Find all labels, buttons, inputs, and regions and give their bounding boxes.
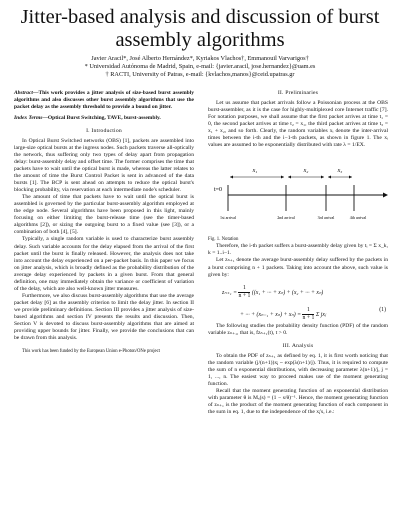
fraction (238, 285, 250, 300)
paragraph: In Optical Burst Switched networks (OBS) [1], packets are assembled into large-size optical bursts at the ingress nodes. Such packets traverse all-optically the network, thus suffering only two types of delay apart from propagation delay: burst-assembly delay and offset time. The former comprises the time that packets have to wait until the optical burst is made, whereas the latter relates to the amount of time the Burst Control Packet is sent in advanced of the data bursts [1]. The BCP is sent ahead on attempts to reduce the optical burst's blocking probability, via reservation at each intermediate node's scheduler. (14, 137, 194, 194)
equation-1 (208, 279, 388, 323)
paragraph: The amount of time that packets have to wait until the optical burst is assembled is governed by the particular burst-assembly algorithm employed at the edge node. Several algorithms have been proposed in this light, mainly focusing on either limiting the burst-release time (see the timer-based algorithms [2]), or sizing the outgoing burst to a fixed value (see [3]), or a combination of both [4], [5]. (14, 194, 194, 236)
paragraph: Let zₙ₊₁ denote the average burst-assembly delay suffered by the packets in a burst comprising n + 1 packets. Taking into account the above, such value is given by: (208, 257, 388, 278)
section-heading-analysis: III. Analysis (282, 342, 314, 349)
paragraph: The following studies the probability density function (PDF) of the random variable zₙ₊₁, that is, fzₙ₊₁(t), t > 0. (208, 322, 388, 336)
arrival-label: 4th arrival (349, 215, 367, 221)
author-block (20, 55, 380, 80)
equation-terms: + ··· + (xₙ₋₁ + xₙ) + xₙ) = (240, 311, 302, 318)
equation-lhs: zₙ₊₁ = (222, 289, 238, 296)
section-heading-preliminaries: II. Preliminaries (277, 90, 319, 96)
notation-diagram (208, 151, 388, 231)
arrowhead (230, 176, 233, 179)
index-terms-text: —Optical Burst Switching, TAVE, burst-assembly. (42, 114, 161, 121)
paper-title: Jitter-based analysis and discussion of burst assembly algorithms (20, 6, 380, 51)
arrival-label: 1st arrival (219, 215, 237, 221)
fraction-numerator: 1 (302, 307, 314, 315)
arrowhead (321, 176, 324, 179)
abstract (14, 90, 194, 111)
equation-number: (1) (379, 306, 386, 313)
interval-label: x₃ (337, 168, 343, 175)
right-column (208, 90, 388, 416)
equation-line-2 (240, 307, 326, 322)
fraction-numerator: 1 (238, 285, 250, 293)
fraction-denominator: n + 1 (238, 292, 251, 299)
fraction-denominator: n + 1 (302, 314, 315, 321)
abstract-label: Abstract (14, 90, 33, 96)
affiliation-2: † RACTI, University of Patras, e-mail: {kvlachos,manos}@ceid.upatras.gr (105, 71, 295, 79)
affiliation-1: * Universidad Autónoma de Madrid, Spain, e-mail: {javier.aracil, jose.hernandez}@uam.es (84, 63, 316, 71)
footnote: This work has been funded by the European Union e-Photon/ONe project (22, 349, 160, 355)
paragraph: Recall that the moment generating function of an exponential distribution with parameter θ is Mₓ(s) = (1 − s/θ)⁻¹. Hence, the moment generating function of zₙ₊₁ is the product of the moment generating function of each component in the sum in eq. 1, due to the independence of the xⱼ's, i.e.: (208, 387, 388, 416)
interval-label: x₂ (303, 168, 309, 175)
paragraph: Furthermore, we also discuss burst-assembly algorithms that use the average packet delay [6] as the assembly criterion to limit the delay jitter. In section II we provide preliminary definitions. Section III provides a jitter analysis of size-based algorithms and section IV presents the results and discussion. Then, Section V is devoted to discuss burst-assembly algorithms that are aimed at providing upper bounds for jitter. Finally, we provide the conclusions that can be drawn from this analysis. (14, 292, 194, 342)
arrowhead (349, 176, 352, 179)
t0-label: t=0 (214, 187, 223, 194)
paragraph: Therefore, the i-th packet suffers a burst-assembly delay given by tᵢ = Σ x_k, k = 1..i−1. (208, 243, 388, 257)
index-terms-label: Index Terms (14, 114, 43, 121)
arrowhead (281, 176, 284, 179)
index-terms (14, 115, 194, 122)
arrowhead (288, 176, 291, 179)
fraction (302, 307, 314, 322)
paragraph: Let us assume that packet arrivals follow a Poissonian process at the OBS burst-assembler, as it is the case for highly-multiplexed core Internet traffic [7]. For notation purposes, we shall assume that the first packet arrives at time t₁ = 0, the second packet arrives at time t₂ = x₁, the third packet arrives at time t₃ = x₁ + x₂, and so forth. Clearly, the random variables xᵢ denote the inter-arrival times between the i-th and the i−1-th packets, as shown in figure 1. The xᵢ values are assumed to be exponentially distributed with rate λ = 1/EX. (208, 100, 388, 149)
paragraph: Typically, a single random variable is used to characterize burst assembly delay. Such variable accounts for the delay elapsed from the arrival of the first packet until the burst is finally released. However, the analysis does not take into account the delay experienced on a per-packet basis. In this paper we focus on jitter analysis, which is broadly defined as the probability distribution of the average delay experienced by packets in a given burst. From that general definition, one may immediately obtain the variance or coefficient of variation of the delay, which are also well-known jitter measures. (14, 236, 194, 292)
figure-caption: Fig. 1. Notation (208, 237, 239, 243)
time-axis-arrowhead (383, 193, 388, 198)
figure-notation (208, 151, 388, 243)
section-heading-introduction: I. Introduction (86, 127, 122, 134)
arrival-label: 2nd arrival (277, 215, 295, 221)
equation-sum: Σ jxⱼ (315, 311, 326, 318)
interval-label: x₁ (252, 168, 258, 175)
equation-line-1 (222, 285, 323, 300)
arrowhead (328, 176, 331, 179)
left-column (14, 90, 194, 355)
author-names: Javier Aracil*, José Alberto Hernández*, Kyriakos Vlachos†, Emmanouil Varvarigos† (91, 55, 309, 62)
paragraph: To obtain the PDF of zₙ₊₁ as defined by eq. 1, it is first worth noticing that the random variable (j/(n+1))xⱼ ~ exp(λ(n+1)/j). Thus, it is required to compute the sum of n exponential distributions, with decreasing parameter λ(n+1)/j, j = 1, ..., n. The easiest way to proceed makes use of the moment generating function. (208, 352, 388, 387)
equation-terms: ((x₁ + ··· + xₙ) + (x₂ + ··· + xₙ) (251, 289, 324, 296)
abstract-text: —This work provides a jitter analysis of size-based burst assembly algorithms and also discusses other burst assembly algorithms that use the packet delay as the assembly threshold to provide a bound on jitter. (14, 90, 194, 110)
arrival-label: 3rd arrival (317, 215, 335, 221)
